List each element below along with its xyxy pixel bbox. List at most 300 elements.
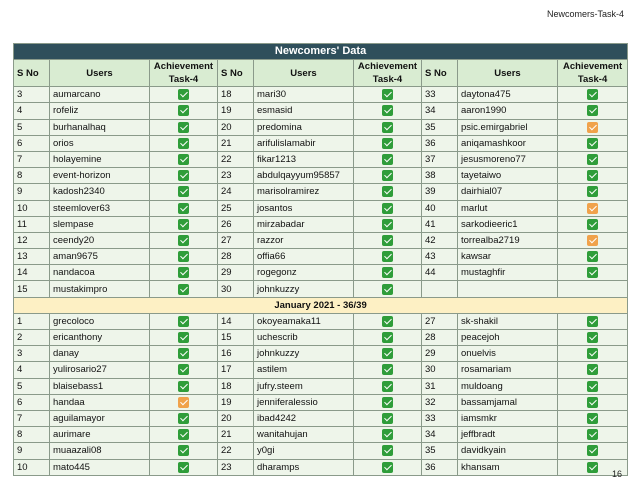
achievement-cell bbox=[558, 281, 628, 297]
username-cell: aumarcano bbox=[50, 87, 150, 103]
achievement-cell bbox=[150, 184, 218, 200]
checkmark-icon bbox=[382, 186, 393, 197]
achievement-cell bbox=[150, 232, 218, 248]
achievement-cell bbox=[354, 330, 422, 346]
checkmark-icon bbox=[178, 267, 189, 278]
checkmark-icon bbox=[587, 429, 598, 440]
username-cell: marisolramirez bbox=[254, 184, 354, 200]
username-cell: davidkyain bbox=[458, 443, 558, 459]
serial-number-cell: 30 bbox=[218, 281, 254, 297]
serial-number-cell: 22 bbox=[218, 443, 254, 459]
username-cell: y0gi bbox=[254, 443, 354, 459]
username-cell: predomina bbox=[254, 119, 354, 135]
checkmark-icon bbox=[178, 186, 189, 197]
checkmark-icon bbox=[178, 105, 189, 116]
achievement-cell bbox=[150, 265, 218, 281]
achievement-cell bbox=[354, 427, 422, 443]
achievement-cell bbox=[354, 459, 422, 475]
checkmark-orange-icon bbox=[587, 235, 598, 246]
username-cell: mato445 bbox=[50, 459, 150, 475]
serial-number-cell: 23 bbox=[218, 168, 254, 184]
serial-number-cell: 10 bbox=[14, 200, 50, 216]
achievement-cell bbox=[558, 119, 628, 135]
serial-number-cell: 15 bbox=[14, 281, 50, 297]
table-row bbox=[14, 249, 628, 265]
serial-number-cell: 39 bbox=[422, 184, 458, 200]
table-row bbox=[14, 443, 628, 459]
username-cell: muaazali08 bbox=[50, 443, 150, 459]
achievement-cell bbox=[150, 410, 218, 426]
checkmark-icon bbox=[382, 138, 393, 149]
checkmark-icon bbox=[587, 381, 598, 392]
serial-number-cell: 25 bbox=[218, 200, 254, 216]
header-sno: S No bbox=[422, 60, 458, 87]
serial-number-cell: 4 bbox=[14, 103, 50, 119]
checkmark-icon bbox=[382, 284, 393, 295]
username-cell: psic.emirgabriel bbox=[458, 119, 558, 135]
achievement-cell bbox=[354, 362, 422, 378]
achievement-cell bbox=[150, 378, 218, 394]
checkmark-icon bbox=[178, 251, 189, 262]
table-row bbox=[14, 265, 628, 281]
username-cell: razzor bbox=[254, 232, 354, 248]
checkmark-icon bbox=[382, 235, 393, 246]
achievement-cell bbox=[354, 216, 422, 232]
checkmark-icon bbox=[587, 105, 598, 116]
serial-number-cell: 41 bbox=[422, 216, 458, 232]
achievement-cell bbox=[354, 313, 422, 329]
achievement-cell bbox=[150, 216, 218, 232]
serial-number-cell: 28 bbox=[218, 249, 254, 265]
serial-number-cell: 34 bbox=[422, 103, 458, 119]
table-row bbox=[14, 394, 628, 410]
header-users: Users bbox=[254, 60, 354, 87]
table-row bbox=[14, 232, 628, 248]
serial-number-cell: 43 bbox=[422, 249, 458, 265]
achievement-cell bbox=[558, 87, 628, 103]
serial-number-cell: 32 bbox=[422, 394, 458, 410]
checkmark-icon bbox=[587, 186, 598, 197]
achievement-cell bbox=[558, 200, 628, 216]
username-cell: kawsar bbox=[458, 249, 558, 265]
username-cell: mirzabadar bbox=[254, 216, 354, 232]
checkmark-icon bbox=[178, 154, 189, 165]
achievement-cell bbox=[558, 168, 628, 184]
achievement-cell bbox=[558, 135, 628, 151]
achievement-cell bbox=[558, 330, 628, 346]
header-users: Users bbox=[458, 60, 558, 87]
achievement-cell bbox=[354, 119, 422, 135]
serial-number-cell: 5 bbox=[14, 119, 50, 135]
serial-number-cell: 26 bbox=[218, 216, 254, 232]
username-cell: holayemine bbox=[50, 151, 150, 167]
username-cell: iamsmkr bbox=[458, 410, 558, 426]
username-cell: mari30 bbox=[254, 87, 354, 103]
serial-number-cell: 24 bbox=[218, 184, 254, 200]
serial-number-cell: 1 bbox=[14, 313, 50, 329]
achievement-cell bbox=[354, 200, 422, 216]
serial-number-cell: 33 bbox=[422, 410, 458, 426]
username-cell: grecoloco bbox=[50, 313, 150, 329]
serial-number-cell: 19 bbox=[218, 103, 254, 119]
checkmark-icon bbox=[382, 89, 393, 100]
checkmark-icon bbox=[178, 316, 189, 327]
serial-number-cell: 6 bbox=[14, 135, 50, 151]
username-cell: astilem bbox=[254, 362, 354, 378]
username-cell: wanitahujan bbox=[254, 427, 354, 443]
achievement-cell bbox=[354, 103, 422, 119]
checkmark-icon bbox=[382, 445, 393, 456]
checkmark-icon bbox=[587, 397, 598, 408]
username-cell: slempase bbox=[50, 216, 150, 232]
table-row bbox=[14, 362, 628, 378]
serial-number-cell: 9 bbox=[14, 184, 50, 200]
checkmark-icon bbox=[178, 219, 189, 230]
achievement-cell bbox=[558, 313, 628, 329]
username-cell: aurimare bbox=[50, 427, 150, 443]
achievement-cell bbox=[558, 151, 628, 167]
achievement-cell bbox=[354, 443, 422, 459]
username-cell: handaa bbox=[50, 394, 150, 410]
username-cell: orios bbox=[50, 135, 150, 151]
achievement-cell bbox=[150, 135, 218, 151]
achievement-cell bbox=[150, 151, 218, 167]
header-sno: S No bbox=[14, 60, 50, 87]
table-row bbox=[14, 427, 628, 443]
username-cell: mustaghfir bbox=[458, 265, 558, 281]
serial-number-cell: 27 bbox=[218, 232, 254, 248]
achievement-cell bbox=[150, 427, 218, 443]
username-cell: ibad4242 bbox=[254, 410, 354, 426]
header-row bbox=[14, 60, 628, 87]
table-row bbox=[14, 281, 628, 297]
table-row bbox=[14, 216, 628, 232]
serial-number-cell: 12 bbox=[14, 232, 50, 248]
achievement-cell bbox=[150, 87, 218, 103]
table-title: Newcomers' Data bbox=[14, 44, 628, 60]
checkmark-icon bbox=[382, 348, 393, 359]
serial-number-cell: 34 bbox=[422, 427, 458, 443]
serial-number-cell: 29 bbox=[218, 265, 254, 281]
checkmark-icon bbox=[178, 413, 189, 424]
serial-number-cell: 6 bbox=[14, 394, 50, 410]
serial-number-cell: 14 bbox=[218, 313, 254, 329]
username-cell: torrealba2719 bbox=[458, 232, 558, 248]
serial-number-cell: 3 bbox=[14, 346, 50, 362]
serial-number-cell: 23 bbox=[218, 459, 254, 475]
serial-number-cell: 14 bbox=[14, 265, 50, 281]
achievement-cell bbox=[558, 184, 628, 200]
username-cell: esmasid bbox=[254, 103, 354, 119]
serial-number-cell: 20 bbox=[218, 410, 254, 426]
achievement-cell bbox=[150, 346, 218, 362]
serial-number-cell: 38 bbox=[422, 168, 458, 184]
table-row bbox=[14, 87, 628, 103]
achievement-cell bbox=[558, 216, 628, 232]
serial-number-cell: 30 bbox=[422, 362, 458, 378]
table-row bbox=[14, 313, 628, 329]
achievement-cell bbox=[558, 427, 628, 443]
username-cell: rofeliz bbox=[50, 103, 150, 119]
username-cell: marlut bbox=[458, 200, 558, 216]
achievement-cell bbox=[354, 232, 422, 248]
serial-number-cell: 28 bbox=[422, 330, 458, 346]
username-cell: sarkodieeric1 bbox=[458, 216, 558, 232]
achievement-cell bbox=[354, 87, 422, 103]
checkmark-icon bbox=[382, 122, 393, 133]
username-cell: muldoang bbox=[458, 378, 558, 394]
username-cell: aman9675 bbox=[50, 249, 150, 265]
serial-number-cell: 16 bbox=[218, 346, 254, 362]
achievement-cell bbox=[150, 281, 218, 297]
checkmark-icon bbox=[382, 203, 393, 214]
achievement-cell bbox=[558, 394, 628, 410]
username-cell: daytona475 bbox=[458, 87, 558, 103]
achievement-cell bbox=[354, 410, 422, 426]
table-row bbox=[14, 119, 628, 135]
table-row bbox=[14, 330, 628, 346]
checkmark-icon bbox=[178, 364, 189, 375]
achievement-cell bbox=[558, 378, 628, 394]
serial-number-cell: 3 bbox=[14, 87, 50, 103]
table-row bbox=[14, 135, 628, 151]
username-cell: jenniferalessio bbox=[254, 394, 354, 410]
serial-number-cell: 20 bbox=[218, 119, 254, 135]
username-cell: jeffbradt bbox=[458, 427, 558, 443]
checkmark-icon bbox=[382, 219, 393, 230]
newcomers-table bbox=[13, 43, 628, 476]
username-cell: jufry.steem bbox=[254, 378, 354, 394]
table-row bbox=[14, 151, 628, 167]
upper-section bbox=[14, 87, 628, 297]
achievement-cell bbox=[354, 151, 422, 167]
username-cell: blaisebass1 bbox=[50, 378, 150, 394]
serial-number-cell: 17 bbox=[218, 362, 254, 378]
checkmark-icon bbox=[178, 122, 189, 133]
serial-number-cell: 2 bbox=[14, 330, 50, 346]
achievement-cell bbox=[558, 443, 628, 459]
achievement-cell bbox=[354, 265, 422, 281]
serial-number-cell: 42 bbox=[422, 232, 458, 248]
achievement-cell bbox=[558, 249, 628, 265]
username-cell: aniqamashkoor bbox=[458, 135, 558, 151]
username-cell: dairhial07 bbox=[458, 184, 558, 200]
username-cell: khansam bbox=[458, 459, 558, 475]
checkmark-icon bbox=[587, 138, 598, 149]
serial-number-cell: 18 bbox=[218, 87, 254, 103]
achievement-cell bbox=[558, 232, 628, 248]
checkmark-icon bbox=[587, 316, 598, 327]
serial-number-cell: 19 bbox=[218, 394, 254, 410]
serial-number-cell: 36 bbox=[422, 135, 458, 151]
achievement-cell bbox=[150, 200, 218, 216]
serial-number-cell: 29 bbox=[422, 346, 458, 362]
serial-number-cell: 27 bbox=[422, 313, 458, 329]
checkmark-icon bbox=[382, 316, 393, 327]
checkmark-orange-icon bbox=[587, 203, 598, 214]
page-number: 16 bbox=[611, 469, 622, 479]
table-row bbox=[14, 459, 628, 475]
achievement-cell bbox=[150, 168, 218, 184]
achievement-cell bbox=[150, 119, 218, 135]
serial-number-cell: 31 bbox=[422, 378, 458, 394]
checkmark-icon bbox=[587, 267, 598, 278]
username-cell: event-horizon bbox=[50, 168, 150, 184]
username-cell: aguilamayor bbox=[50, 410, 150, 426]
table-row bbox=[14, 346, 628, 362]
checkmark-icon bbox=[178, 89, 189, 100]
username-cell: abdulqayyum95857 bbox=[254, 168, 354, 184]
username-cell: peacejoh bbox=[458, 330, 558, 346]
achievement-cell bbox=[354, 281, 422, 297]
username-cell: onuelvis bbox=[458, 346, 558, 362]
username-cell: sk-shakil bbox=[458, 313, 558, 329]
checkmark-icon bbox=[178, 138, 189, 149]
checkmark-icon bbox=[382, 267, 393, 278]
checkmark-icon bbox=[382, 381, 393, 392]
achievement-cell bbox=[558, 410, 628, 426]
table-row bbox=[14, 378, 628, 394]
serial-number-cell: 36 bbox=[422, 459, 458, 475]
checkmark-icon bbox=[178, 235, 189, 246]
header-achievement: Achievement Task-4 bbox=[354, 60, 422, 87]
achievement-cell bbox=[150, 459, 218, 475]
checkmark-icon bbox=[382, 154, 393, 165]
achievement-cell bbox=[150, 103, 218, 119]
achievement-cell bbox=[558, 362, 628, 378]
checkmark-icon bbox=[587, 445, 598, 456]
serial-number-cell: 4 bbox=[14, 362, 50, 378]
username-cell: rosamariam bbox=[458, 362, 558, 378]
checkmark-icon bbox=[382, 462, 393, 473]
checkmark-icon bbox=[178, 284, 189, 295]
achievement-cell bbox=[354, 135, 422, 151]
checkmark-icon bbox=[382, 413, 393, 424]
serial-number-cell: 11 bbox=[14, 216, 50, 232]
username-cell: danay bbox=[50, 346, 150, 362]
checkmark-icon bbox=[587, 251, 598, 262]
checkmark-icon bbox=[178, 429, 189, 440]
serial-number-cell: 35 bbox=[422, 443, 458, 459]
serial-number-cell: 40 bbox=[422, 200, 458, 216]
checkmark-icon bbox=[178, 332, 189, 343]
checkmark-icon bbox=[178, 462, 189, 473]
serial-number-cell: 10 bbox=[14, 459, 50, 475]
username-cell: mustakimpro bbox=[50, 281, 150, 297]
achievement-cell bbox=[354, 346, 422, 362]
username-cell: okoyeamaka11 bbox=[254, 313, 354, 329]
achievement-cell bbox=[150, 330, 218, 346]
checkmark-icon bbox=[382, 397, 393, 408]
username-cell: jesusmoreno77 bbox=[458, 151, 558, 167]
header-sno: S No bbox=[218, 60, 254, 87]
serial-number-cell: 15 bbox=[218, 330, 254, 346]
serial-number-cell: 37 bbox=[422, 151, 458, 167]
serial-number-cell: 8 bbox=[14, 168, 50, 184]
lower-section bbox=[14, 313, 628, 475]
checkmark-icon bbox=[382, 429, 393, 440]
achievement-cell bbox=[150, 443, 218, 459]
achievement-cell bbox=[354, 378, 422, 394]
username-cell: arifulislamabir bbox=[254, 135, 354, 151]
username-cell: yulirosario27 bbox=[50, 362, 150, 378]
username-cell: dharamps bbox=[254, 459, 354, 475]
checkmark-icon bbox=[178, 381, 189, 392]
table-row bbox=[14, 200, 628, 216]
achievement-cell bbox=[558, 265, 628, 281]
serial-number-cell: 13 bbox=[14, 249, 50, 265]
checkmark-icon bbox=[178, 203, 189, 214]
username-cell: uchescrib bbox=[254, 330, 354, 346]
serial-number-cell: 44 bbox=[422, 265, 458, 281]
serial-number-cell: 9 bbox=[14, 443, 50, 459]
checkmark-icon bbox=[587, 413, 598, 424]
username-cell: johnkuzzy bbox=[254, 346, 354, 362]
table-row bbox=[14, 103, 628, 119]
checkmark-icon bbox=[587, 170, 598, 181]
username-cell: nandacoa bbox=[50, 265, 150, 281]
username-cell: rogegonz bbox=[254, 265, 354, 281]
checkmark-icon bbox=[382, 251, 393, 262]
checkmark-icon bbox=[587, 332, 598, 343]
checkmark-icon bbox=[178, 348, 189, 359]
checkmark-icon bbox=[382, 105, 393, 116]
serial-number-cell: 35 bbox=[422, 119, 458, 135]
username-cell: johnkuzzy bbox=[254, 281, 354, 297]
serial-number-cell bbox=[422, 281, 458, 297]
username-cell: josantos bbox=[254, 200, 354, 216]
table-row bbox=[14, 168, 628, 184]
achievement-cell bbox=[558, 103, 628, 119]
username-cell: aaron1990 bbox=[458, 103, 558, 119]
header-achievement: Achievement Task-4 bbox=[150, 60, 218, 87]
username-cell: fikar1213 bbox=[254, 151, 354, 167]
table-row bbox=[14, 184, 628, 200]
checkmark-icon bbox=[587, 364, 598, 375]
checkmark-icon bbox=[587, 154, 598, 165]
serial-number-cell: 33 bbox=[422, 87, 458, 103]
header-users: Users bbox=[50, 60, 150, 87]
achievement-cell bbox=[150, 394, 218, 410]
username-cell: kadosh2340 bbox=[50, 184, 150, 200]
checkmark-orange-icon bbox=[178, 397, 189, 408]
username-cell: ericanthony bbox=[50, 330, 150, 346]
achievement-cell bbox=[150, 362, 218, 378]
achievement-cell bbox=[150, 313, 218, 329]
username-cell: tayetaiwo bbox=[458, 168, 558, 184]
checkmark-icon bbox=[587, 462, 598, 473]
achievement-cell bbox=[354, 394, 422, 410]
achievement-cell bbox=[558, 346, 628, 362]
checkmark-icon bbox=[382, 170, 393, 181]
checkmark-icon bbox=[382, 332, 393, 343]
checkmark-icon bbox=[587, 219, 598, 230]
serial-number-cell: 18 bbox=[218, 378, 254, 394]
checkmark-icon bbox=[587, 89, 598, 100]
username-cell bbox=[458, 281, 558, 297]
username-cell: burhanalhaq bbox=[50, 119, 150, 135]
header-achievement: Achievement Task-4 bbox=[558, 60, 628, 87]
serial-number-cell: 8 bbox=[14, 427, 50, 443]
username-cell: steemlover63 bbox=[50, 200, 150, 216]
serial-number-cell: 5 bbox=[14, 378, 50, 394]
checkmark-icon bbox=[587, 348, 598, 359]
serial-number-cell: 21 bbox=[218, 135, 254, 151]
serial-number-cell: 22 bbox=[218, 151, 254, 167]
achievement-cell bbox=[354, 168, 422, 184]
username-cell: ceendy20 bbox=[50, 232, 150, 248]
achievement-cell bbox=[354, 249, 422, 265]
